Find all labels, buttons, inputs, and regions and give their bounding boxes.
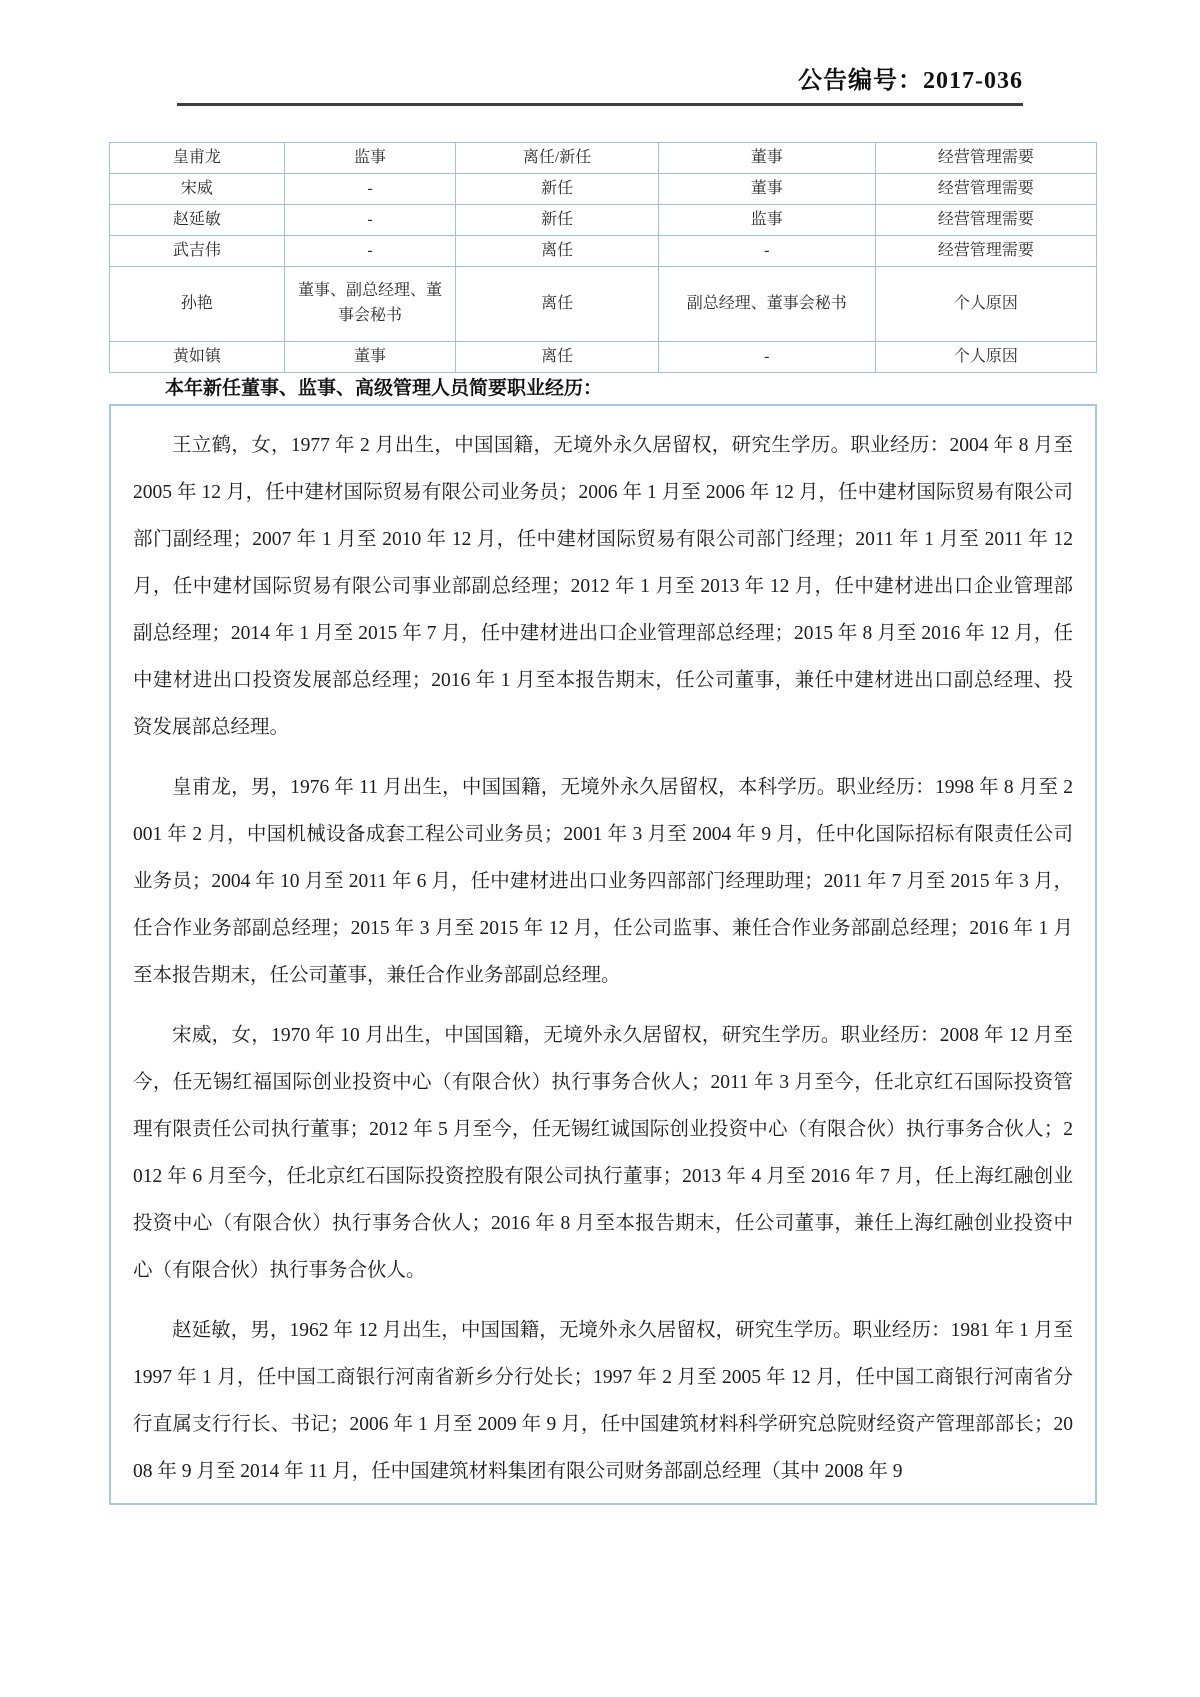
table-cell-change-type: 新任 [456,205,658,236]
table-cell-name: 赵延敏 [110,205,285,236]
table-row [110,342,1097,373]
section-heading: 本年新任董事、监事、高级管理人员简要职业经历： [165,378,603,399]
personnel-table-body [110,143,1097,373]
table-cell-change-type: 离任 [456,236,658,267]
bio-box [109,404,1097,1505]
table-cell-new-position: - [658,342,875,373]
table-cell-prev-position: 董事 [284,342,456,373]
table-row [110,174,1097,205]
table-cell-prev-position: 监事 [284,143,456,174]
table-cell-new-position: 董事 [658,174,875,205]
table-cell-name: 孙艳 [110,267,285,342]
table-cell-reason: 经营管理需要 [875,143,1096,174]
table-cell-change-type: 新任 [456,174,658,205]
table-cell-prev-position: - [284,174,456,205]
table-cell-change-type: 离任 [456,342,658,373]
table-cell-prev-position: - [284,236,456,267]
table-cell-reason: 经营管理需要 [875,174,1096,205]
table-cell-reason: 个人原因 [875,342,1096,373]
header-rule [177,103,1023,106]
table-cell-name: 黄如镇 [110,342,285,373]
bio-paragraph-huangfulong: 皇甫龙，男，1976 年 11 月出生，中国国籍，无境外永久居留权，本科学历。职业经历：1998 年 8 月至 2001 年 2 月，中国机械设备成套工程公司业务员；2001 年 3 月至 2004 年 9 月，任中化国际招标有限责任公司业务员；2004 年 10 月至 2011 年 6 月，任中建材进出口业务四部部门经理助理；2011 年 7 月至 2015 年 3 月，任合作业务部副总经理；2015 年 3 月至 2015 年 12 月，任公司监事、兼任合作业务部副总经理；2016 年 1 月至本报告期末，任公司董事，兼任合作业务部副总经理。 [133,777,1073,986]
personnel-change-table [109,142,1097,373]
table-cell-name: 宋威 [110,174,285,205]
table-cell-new-position: - [658,236,875,267]
table-cell-new-position: 董事 [658,143,875,174]
table-cell-name: 武吉伟 [110,236,285,267]
bio-paragraph-songwei: 宋威，女，1970 年 10 月出生，中国国籍，无境外永久居留权，研究生学历。职业经历：2008 年 12 月至今，任无锡红福国际创业投资中心（有限合伙）执行事务合伙人；2011 年 3 月至今，任北京红石国际投资管理有限责任公司执行董事；2012 年 5 月至今，任无锡红诚国际创业投资中心（有限合伙）执行事务合伙人；2012 年 6 月至今，任北京红石国际投资控股有限公司执行董事；2013 年 4 月至 2016 年 7 月，任上海红融创业投资中心（有限合伙）执行事务合伙人；2016 年 8 月至本报告期末，任公司董事，兼任上海红融创业投资中心（有限合伙）执行事务合伙人。 [133,1025,1073,1281]
page-header [177,60,1023,95]
table-cell-reason: 个人原因 [875,267,1096,342]
table-cell-change-type: 离任/新任 [456,143,658,174]
table-cell-name: 皇甫龙 [110,143,285,174]
table-cell-prev-position: - [284,205,456,236]
bio-paragraph-zhaoyanmin: 赵延敏，男，1962 年 12 月出生，中国国籍，无境外永久居留权，研究生学历。职业经历：1981 年 1 月至 1997 年 1 月，任中国工商银行河南省新乡分行处长；1997 年 2 月至 2005 年 12 月，任中国工商银行河南省分行直属支行行长、书记；2006 年 1 月至 2009 年 9 月，任中国建筑材料科学研究总院财经资产管理部部长；2008 年 9 月至 2014 年 11 月，任中国建筑材料集团有限公司财务部副总经理（其中 2008 年 9 [133,1320,1073,1482]
table-cell-new-position: 副总经理、董事会秘书 [658,267,875,342]
table-cell-reason: 经营管理需要 [875,236,1096,267]
bio-paragraph-wanglihe: 王立鹤，女，1977 年 2 月出生，中国国籍，无境外永久居留权，研究生学历。职业经历：2004 年 8 月至 2005 年 12 月，任中建材国际贸易有限公司业务员；2006 年 1 月至 2006 年 12 月，任中建材国际贸易有限公司部门副经理；2007 年 1 月至 2010 年 12 月，任中建材国际贸易有限公司部门经理；2011 年 1 月至 2011 年 12 月，任中建材国际贸易有限公司事业部副总经理；2012 年 1 月至 2013 年 12 月，任中建材进出口企业管理部副总经理；2014 年 1 月至 2015 年 7 月，任中建材进出口企业管理部总经理；2015 年 8 月至 2016 年 12 月，任中建材进出口投资发展部总经理；2016 年 1 月至本报告期末，任公司董事，兼任中建材进出口副总经理、投资发展部总经理。 [133,435,1073,738]
table-cell-reason: 经营管理需要 [875,205,1096,236]
table-cell-prev-position: 董事、副总经理、董事会秘书 [284,267,456,342]
table-row [110,267,1097,342]
table-cell-new-position: 监事 [658,205,875,236]
table-row [110,236,1097,267]
table-cell-change-type: 离任 [456,267,658,342]
table-row [110,143,1097,174]
table-row [110,205,1097,236]
doc-number: 公告编号：2017-036 [798,68,1023,94]
